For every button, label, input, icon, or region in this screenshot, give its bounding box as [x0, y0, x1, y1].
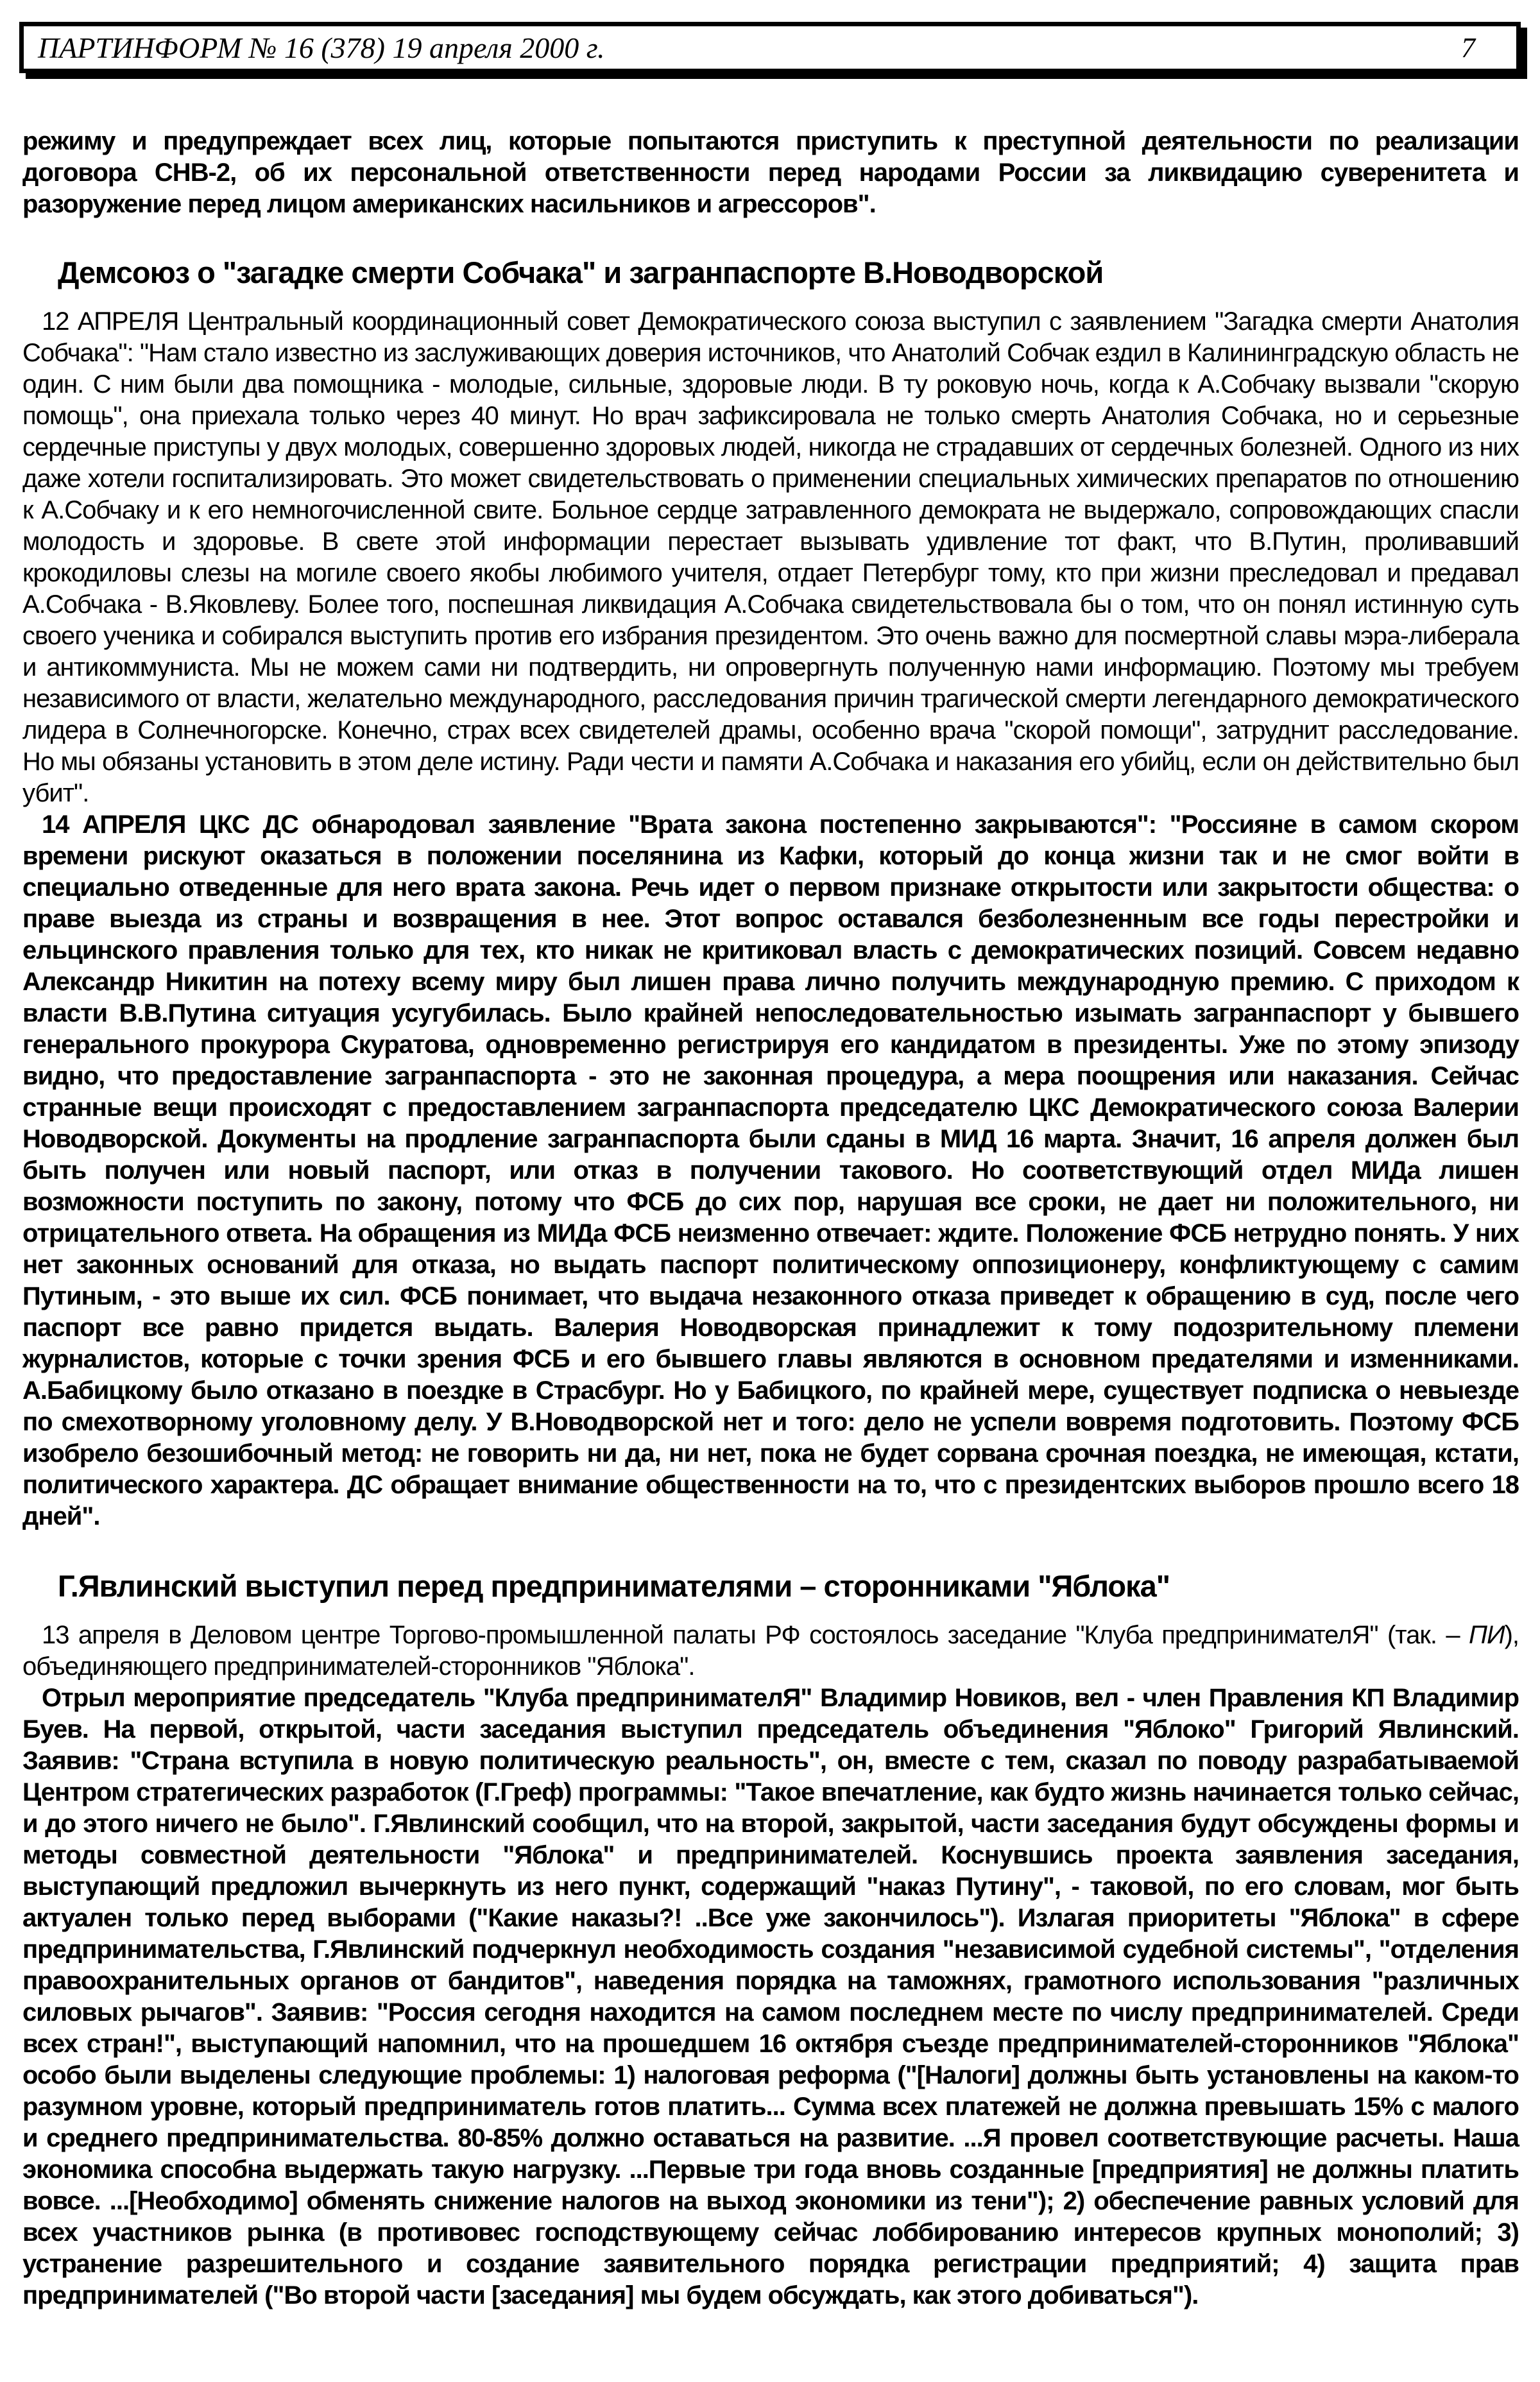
- page-number: 7: [1461, 31, 1475, 64]
- newsletter-title: ПАРТИНФОРМ № 16 (378) 19 апреля 2000 г.: [38, 31, 605, 64]
- section-heading-demsoyuz: Демсоюз о "загадке смерти Собчака" и загранпаспорте В.Новодворской: [58, 255, 1104, 289]
- section-heading-yavlinsky: Г.Явлинский выступил перед предпринимателями – сторонниками "Яблока": [58, 1569, 1170, 1603]
- paragraph-13-aprelya-text: 13 апреля в Деловом центре Торгово-промышленной палаты РФ состоялось заседание "Клуба предпринимателЯ" (так. –: [42, 1621, 1469, 1649]
- paragraph-continuation: режиму и предупреждает всех лиц, которые попытаются приступить к преступной деятельности по реализации договора СНВ-2, об их персональной ответственности перед народами России за ликвидацию суверенитета и разоружение перед лицом американских насильников и агрессоров".: [22, 127, 1519, 218]
- pi-abbreviation: ПИ: [1468, 1621, 1505, 1649]
- paragraph-13-aprelya-tail: ), объединяющего предпринимателей-сторонников "Яблока".: [22, 1621, 1519, 1681]
- paragraph-otkryl-meropriyatie: Отрыл мероприятие председатель "Клуба предпринимателЯ" Владимир Новиков, вел - член Правления КП Владимир Буев. На первой, открытой, части заседания выступил председатель объединения "Яблоко" Григорий Явлинский. Заявив: "Страна вступила в новую политическую реальность", он, вместе с тем, сказал по поводу разрабатываемой Центром стратегических разработок (Г.Греф) программы: "Такое впечатление, как будто жизнь начинается только сейчас, и до этого ничего не было". Г.Явлинский сообщил, что на второй, закрытой, части заседания будут обсуждены формы и методы совместной деятельности "Яблока" и предпринимателей. Коснувшись проекта заявления заседания, выступающий предложил вычеркнуть из него пункт, содержащий "наказ Путину", - таковой, по его словам, мог быть актуален только перед выборами ("Какие наказы?! ..Все уже закончилось"). Излагая приоритеты "Яблока" в сфере предпринимательства, Г.Явлинский подчеркнул необходимость создания "независимой судебной системы", "отделения правоохранительных органов от бандитов", наведения порядка на таможнях, грамотного использования "различных силовых рычагов". Заявив: "Россия сегодня находится на самом последнем месте по числу предпринимателей. Среди всех стран!", выступающий напомнил, что на прошедшем 16 октября съезде предпринимателей-сторонников "Яблока" особо были выделены следующие проблемы: 1) налоговая реформа ("[Налоги] должны быть установлены на каком-то разумном уровне, который предприниматель готов платить... Сумма всех платежей не должна превышать 15% с малого и среднего предпринимательства. 80-85% должно оставаться на развитие. ...Я провел соответствующие расчеты. Наша экономика способна выдержать такую нагрузку. ...Первые три года вновь созданные [предприятия] не должны платить вовсе. ...[Необходимо] обменять снижение налогов на выход экономики из тени"); 2) обеспечение равных условий для всех участников рынка (в противовес господствующему сейчас лоббированию интересов крупных монополий; 3) устранение разрешительного и создание заявительного порядка регистрации предприятий; 4) защита прав предпринимателей ("Во второй части [заседания] мы будем обсуждать, как этого добиваться").: [22, 1684, 1519, 2309]
- page-header: [19, 22, 1521, 73]
- paragraph-12-aprelya: 12 АПРЕЛЯ Центральный координационный совет Демократического союза выступил с заявлением "Загадка смерти Анатолия Собчака": "Нам стало известно из заслуживающих доверия источников, что Анатолий Собчак ездил в Калининградскую область не один. С ним были два помощника - молодые, сильные, здоровые люди. В ту роковую ночь, когда к А.Собчаку вызвали "скорую помощь", она приехала только через 40 минут. Но врач зафиксировала не только смерть Анатолия Собчака, но и серьезные сердечные приступы у двух молодых, совершенно здоровых людей, никогда не страдавших от сердечных болезней. Одного из них даже хотели госпитализировать. Это может свидетельствовать о применении специальных химических препаратов по отношению к А.Собчаку и к его немногочисленной свите. Больное сердце затравленного демократа не выдержало, сопровождающих спасли молодость и здоровье. В свете этой информации перестает вызывать удивление тот факт, что В.Путин, проливавший крокодиловы слезы на могиле своего якобы любимого учителя, отдает Петербург тому, кто при жизни преследовал и предавал А.Собчака - В.Яковлеву. Более того, поспешная ликвидация А.Собчака свидетельствовала бы о том, что он понял истинную суть своего ученика и собирался выступить против его избрания президентом. Это очень важно для посмертной славы мэра-либерала и антикоммуниста. Мы не можем сами ни подтвердить, ни опровергнуть полученную нами информацию. Поэтому мы требуем независимого от власти, желательно международного, расследования причин трагической смерти легендарного демократического лидера в Солнечногорске. Конечно, страх всех свидетелей драмы, особенно врача "скорой помощи", затруднит расследование. Но мы обязаны установить в этом деле истину. Ради чести и памяти А.Собчака и наказания его убийц, если он действительно был убит".: [22, 307, 1519, 807]
- paragraph-13-aprelya: [22, 1620, 1519, 1683]
- page-content: [22, 126, 1519, 2311]
- paragraph-14-aprelya: 14 АПРЕЛЯ ЦКС ДС обнародовал заявление "Врата закона постепенно закрываются": "Россияне в самом скором времени рискуют оказаться в положении поселянина из Кафки, который до конца жизни так и не смог войти в специально отведенные для него врата закона. Речь идет о первом признаке открытости или закрытости общества: о праве выезда из страны и возвращения в нее. Этот вопрос оставался безболезненным все годы перестройки и ельцинского правления только для тех, кто никак не критиковал власть с демократических позиций. Совсем недавно Александр Никитин на потеху всему миру был лишен права лично получить международную премию. С приходом к власти В.В.Путина ситуация усугубилась. Было крайней непоследовательностью изымать загранпаспорт у бывшего генерального прокурора Скуратова, одновременно регистрируя его кандидатом в президенты. Уже по этому эпизоду видно, что предоставление загранпаспорта - это не законная процедура, а мера поощрения или наказания. Сейчас странные вещи происходят с предоставлением загранпаспорта председателю ЦКС Демократического союза Валерии Новодворской. Документы на продление загранпаспорта были сданы в МИД 16 марта. Значит, 16 апреля должен был быть получен или новый паспорт, или отказ в получении такового. Но соответствующий отдел МИДа лишен возможности поступить по закону, потому что ФСБ до сих пор, нарушая все сроки, не дает ни положительного, ни отрицательного ответа. На обращения из МИДа ФСБ неизменно отвечает: ждите. Положение ФСБ нетрудно понять. У них нет законных оснований для отказа, но выдать паспорт политическому оппозиционеру, конфликтующему с самим Путиным, - это выше их сил. ФСБ понимает, что выдача незаконного отказа приведет к обращению в суд, после чего паспорт все равно придется выдать. Валерия Новодворская принадлежит к тому подозрительному племени журналистов, которые с точки зрения ФСБ и его бывшего главы являются в основном предателями и изменниками. А.Бабицкому было отказано в поездке в Страсбург. Но у Бабицкого, по крайней мере, существует подписка о невыезде по смехотворному уголовному делу. У В.Новодворской нет и того: дело не успели вовремя подготовить. Поэтому ФСБ изобрело безошибочный метод: не говорить ни да, ни нет, пока не будет сорвана срочная поездка, не имеющая, кстати, политического характера. ДС обращает внимание общественности на то, что с президентских выборов прошло всего 18 дней".: [22, 810, 1519, 1530]
